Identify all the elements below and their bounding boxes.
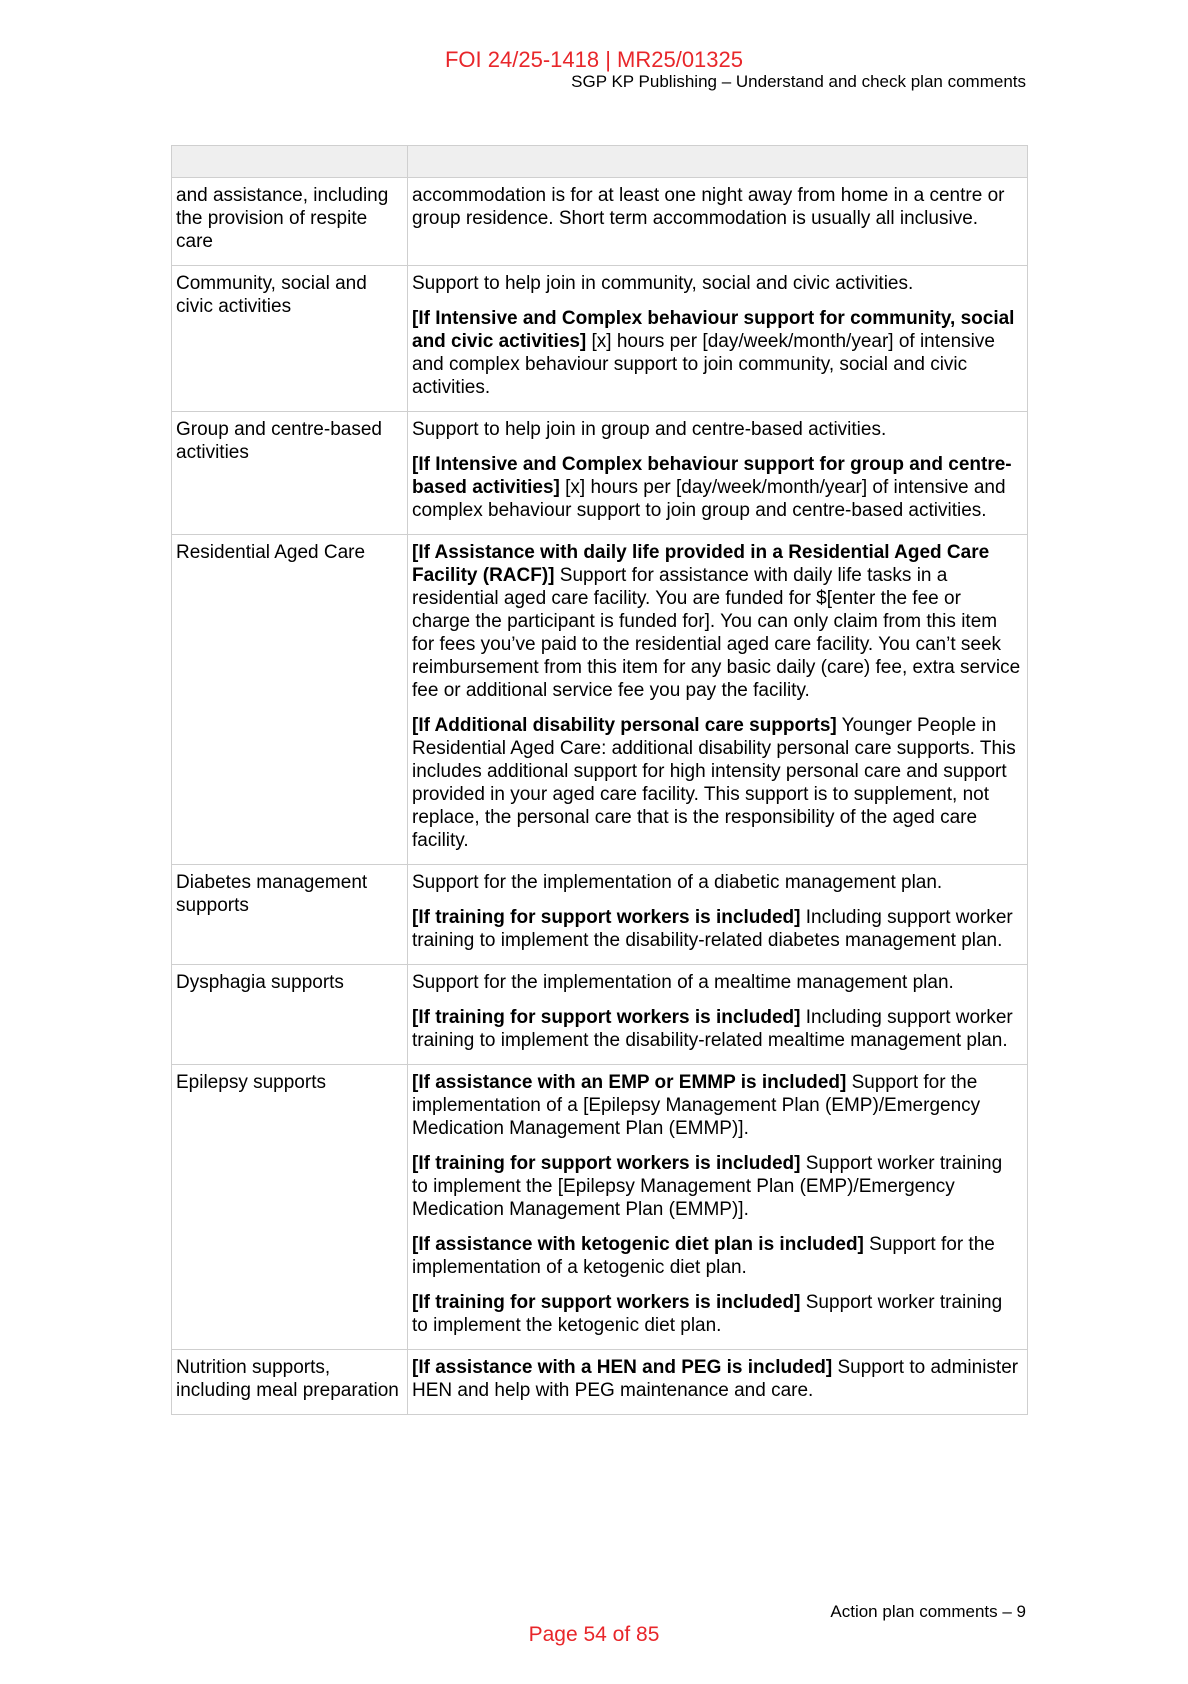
description-text: Support for the implementation of a ketogenic diet plan. [412,1234,995,1278]
support-category-cell: and assistance, including the provision of respite care [172,178,408,266]
description-paragraph [412,871,1023,894]
support-description-cell [408,1065,1028,1350]
condition-label: [If Additional disability personal care supports] [412,715,837,736]
condition-label: [If Assistance with daily life provided in a Residential Aged Care Facility (RACF)] [412,542,990,586]
description-paragraph [412,541,1023,702]
description-text: Support for assistance with daily life tasks in a residential aged care facility. You are funded for $[enter the fee or charge the participant is funded for]. You can only claim from this item for fees you’ve paid to the residential aged care facility. You can’t seek reimbursement from this item for any basic daily (care) fee, extra service fee or additional service fee you pay the facility. [412,565,1021,701]
support-category-cell: Community, social and civic activities [172,266,408,412]
condition-label: [If training for support workers is included] [412,907,801,928]
foi-reference: FOI 24/25-1418 | MR25/01325 [444,47,743,72]
description-paragraph [412,906,1023,952]
support-category-cell: Epilepsy supports [172,1065,408,1350]
support-description-cell [408,178,1028,266]
condition-label: [If training for support workers is included] [412,1292,801,1313]
table-row [172,865,1028,965]
description-text: Support worker training to implement the ketogenic diet plan. [412,1292,1003,1336]
description-paragraph [412,418,1023,441]
description-paragraph [412,1356,1023,1402]
condition-label: [If training for support workers is included] [412,1153,801,1174]
description-text: Support for the implementation of a [Epilepsy Management Plan (EMP)/Emergency Medication Management Plan (EMMP)]. [412,1072,981,1139]
description-paragraph [412,1233,1023,1279]
support-category-cell: Group and centre-based activities [172,412,408,535]
condition-label: [If assistance with a HEN and PEG is included] [412,1357,833,1378]
table-header-row [172,146,1028,178]
description-text: Support to help join in community, social and civic activities. [412,273,914,294]
description-text: Including support worker training to implement the disability-related mealtime management plan. [412,1007,1013,1051]
running-title: SGP KP Publishing – Understand and check plan comments [571,72,1026,91]
support-description-cell [408,965,1028,1065]
description-text: Support to help join in group and centre-based activities. [412,419,887,440]
support-description-cell [408,535,1028,865]
description-text: Including support worker training to implement the disability-related diabetes management plan. [412,907,1013,951]
table-body [172,178,1028,1415]
support-description-cell [408,266,1028,412]
description-text: Support for the implementation of a mealtime management plan. [412,972,954,993]
description-text: Support to administer HEN and help with PEG maintenance and care. [412,1357,1019,1401]
description-paragraph [412,1006,1023,1052]
table-row [172,412,1028,535]
support-description-cell [408,412,1028,535]
support-description-cell [408,865,1028,965]
description-paragraph [412,453,1023,522]
support-category-cell: Diabetes management supports [172,865,408,965]
description-paragraph [412,1291,1023,1337]
support-category-cell: Dysphagia supports [172,965,408,1065]
table-row [172,178,1028,266]
support-category-cell: Residential Aged Care [172,535,408,865]
description-text: [x] hours per [day/week/month/year] of intensive and complex behaviour support to join community, social and civic activities. [412,331,995,398]
description-paragraph [412,714,1023,852]
description-text: Support worker training to implement the [Epilepsy Management Plan (EMP)/Emergency Medication Management Plan (EMMP)]. [412,1153,1003,1220]
description-text: accommodation is for at least one night away from home in a centre or group residence. Short term accommodation is usually all inclusive. [412,185,1005,229]
page-number: Page 54 of 85 [528,1623,660,1646]
description-paragraph [412,971,1023,994]
description-text: [x] hours per [day/week/month/year] of intensive and complex behaviour support to join group and centre-based activities. [412,477,1006,521]
supports-table [171,145,1028,1415]
table-header-cell [172,146,408,178]
table-row [172,1350,1028,1415]
table-header-cell [408,146,1028,178]
condition-label: [If assistance with an EMP or EMMP is included] [412,1072,847,1093]
table-row [172,965,1028,1065]
table-row [172,1065,1028,1350]
table-row [172,266,1028,412]
description-paragraph [412,1071,1023,1140]
description-paragraph [412,307,1023,399]
footer-section-label: Action plan comments – 9 [830,1602,1026,1621]
condition-label: [If Intensive and Complex behaviour support for community, social and civic activities] [412,308,1015,352]
table-row [172,535,1028,865]
description-text: Support for the implementation of a diabetic management plan. [412,872,943,893]
support-category-cell: Nutrition supports, including meal preparation [172,1350,408,1415]
condition-label: [If Intensive and Complex behaviour support for group and centre-based activities] [412,454,1012,498]
condition-label: [If training for support workers is included] [412,1007,801,1028]
description-text: Younger People in Residential Aged Care: additional disability personal care supports. This includes additional support for high intensity personal care and support provided in your aged care facility. This support is to supplement, not replace, the personal care that is the responsibility of the aged care facility. [412,715,1016,851]
description-paragraph [412,1152,1023,1221]
support-description-cell [408,1350,1028,1415]
condition-label: [If assistance with ketogenic diet plan is included] [412,1234,864,1255]
description-paragraph [412,184,1023,230]
description-paragraph [412,272,1023,295]
